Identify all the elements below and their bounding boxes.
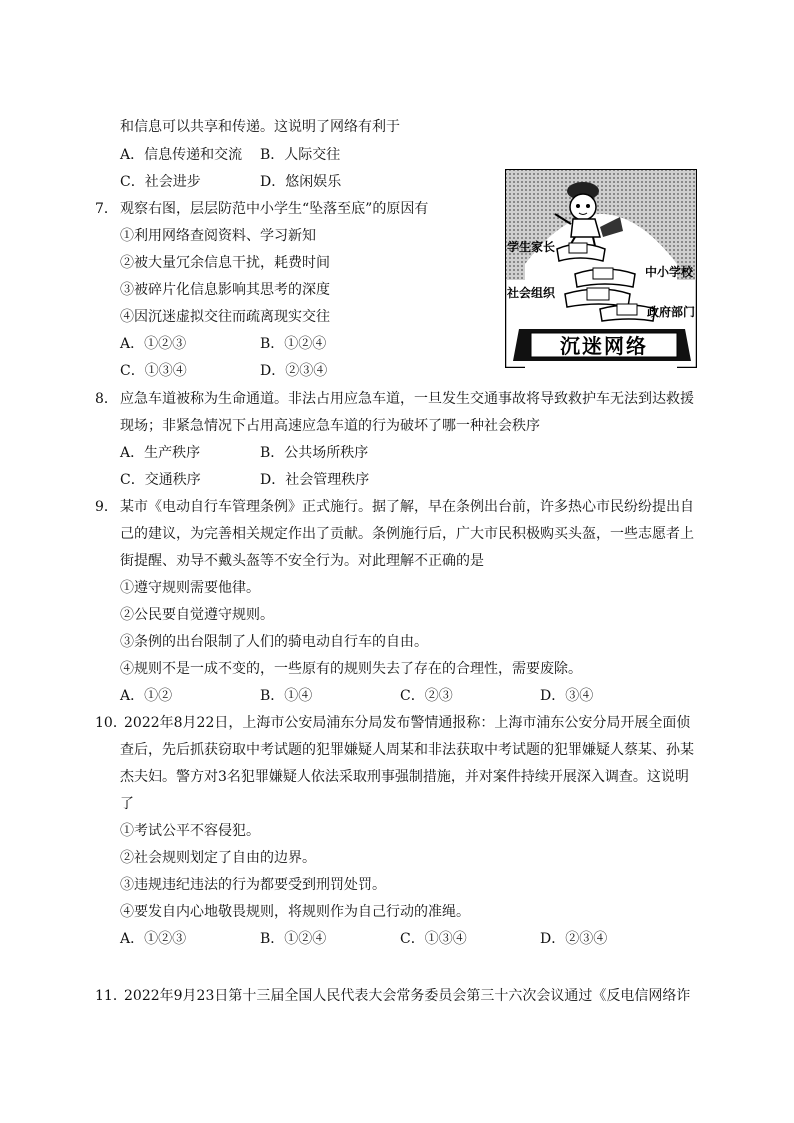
q10-item-4: ④要发自内心地敬畏规则，将规则作为自己行动的准绳。 — [120, 904, 470, 920]
q8-stem-line-2: 现场；非紧急情况下占用高速应急车道的行为破坏了哪一种社会秩序 — [120, 418, 540, 434]
q11-number: 11． — [95, 988, 127, 1004]
q9-option-d: D．③④ — [540, 688, 594, 704]
q10-option-d: D．②③④ — [540, 931, 608, 947]
q7-item-3: ③被碎片化信息影响其思考的深度 — [120, 282, 330, 298]
q7-option-c: C．①③④ — [120, 363, 187, 379]
q7-option-b: B．①②④ — [260, 336, 327, 352]
q10-option-a: A．①②③ — [120, 931, 187, 947]
q11-stem-line-1: 2022年9月23日第十三届全国人民代表大会常务委员会第三十六次会议通过《反电信网络诈 — [124, 988, 691, 1004]
q8-number: 8． — [95, 391, 118, 407]
q9-stem-line-2: 己的建议，为完善相关规定作出了贡献。条例施行后，广大市民积极购买头盔，一些志愿者上 — [120, 526, 694, 542]
q7-number: 7． — [95, 201, 118, 217]
banner-text: 沉迷网络 — [560, 334, 648, 358]
q6-option-d: D．悠闲娱乐 — [260, 174, 342, 190]
q9-item-3: ③条例的出台限制了人们的骑电动自行车的自由。 — [120, 634, 428, 650]
q7-option-d: D．②③④ — [260, 363, 328, 379]
q9-stem-line-1: 某市《电动自行车管理条例》正式施行。据了解，早在条例出台前，许多热心市民纷纷提出自 — [120, 499, 694, 515]
q10-option-b: B．①②④ — [260, 931, 327, 947]
q10-stem-line-3: 杰夫妇。警方对3名犯罪嫌疑人依法采取刑事强制措施，并对案件持续开展深入调查。这说明 — [120, 769, 689, 785]
label-schools: 中小学校 — [645, 265, 694, 279]
q9-stem-line-3: 街提醒、劝导不戴头盔等不安全行为。对此理解不正确的是 — [120, 553, 484, 569]
q10-option-c: C．①③④ — [400, 931, 467, 947]
label-society: 社会组织 — [507, 286, 556, 300]
q9-item-4: ④规则不是一成不变的，一些原有的规则失去了存在的合理性，需要废除。 — [120, 661, 582, 677]
q7-item-2: ②被大量冗余信息干扰，耗费时间 — [120, 255, 330, 271]
q9-item-2: ②公民要自觉遵守规则。 — [120, 607, 274, 623]
addiction-banner — [513, 329, 691, 361]
q10-stem-line-4: 了 — [120, 796, 134, 812]
q7-stem: 观察右图，层层防范中小学生“坠落至底”的原因有 — [120, 201, 429, 217]
q8-option-a: A．生产秩序 — [120, 445, 201, 461]
q6-option-a: A．信息传递和交流 — [120, 147, 243, 163]
q6-option-c: C．社会进步 — [120, 174, 201, 190]
q7-item-1: ①利用网络查阅资料、学习新知 — [120, 228, 316, 244]
q10-item-2: ②社会规则划定了自由的边界。 — [120, 850, 316, 866]
label-gov: 政府部门 — [647, 305, 696, 319]
q7-option-a: A．①②③ — [120, 336, 187, 352]
label-parents: 学生家长 — [507, 240, 556, 254]
q6-stem-end: 和信息可以共享和传递。这说明了网络有利于 — [120, 119, 400, 135]
q8-option-b: B．公共场所秩序 — [260, 445, 369, 461]
q9-number: 9． — [95, 499, 118, 515]
q10-stem-line-1: 2022年8月22日，上海市公安局浦东分局发布警情通报称：上海市浦东公安分局开展全面侦 — [124, 715, 691, 731]
q10-item-3: ③违规违纪违法的行为都要受到刑罚处罚。 — [120, 877, 386, 893]
q10-item-1: ①考试公平不容侵犯。 — [120, 823, 260, 839]
q9-option-a: A．①② — [120, 688, 173, 704]
q7-item-4: ④因沉迷虚拟交往而疏离现实交往 — [120, 309, 330, 325]
q10-number: 10． — [95, 715, 127, 731]
q9-item-1: ①遵守规则需要他律。 — [120, 580, 260, 596]
q9-option-c: C．②③ — [400, 688, 453, 704]
q7-cartoon — [505, 169, 697, 368]
schools-hand-shelf — [575, 268, 635, 287]
q8-stem-line-1: 应急车道被称为生命通道。非法占用应急车道，一旦发生交通事故将导致救护车无法到达救援 — [120, 391, 694, 407]
q9-option-b: B．①④ — [260, 688, 313, 704]
q8-option-c: C．交通秩序 — [120, 472, 201, 488]
q8-option-d: D．社会管理秩序 — [260, 472, 370, 488]
q6-option-b: B．人际交往 — [260, 147, 341, 163]
q10-stem-line-2: 查后，先后抓获窃取中考试题的犯罪嫌疑人周某和非法获取中考试题的犯罪嫌疑人蔡某、孙某 — [120, 742, 694, 758]
